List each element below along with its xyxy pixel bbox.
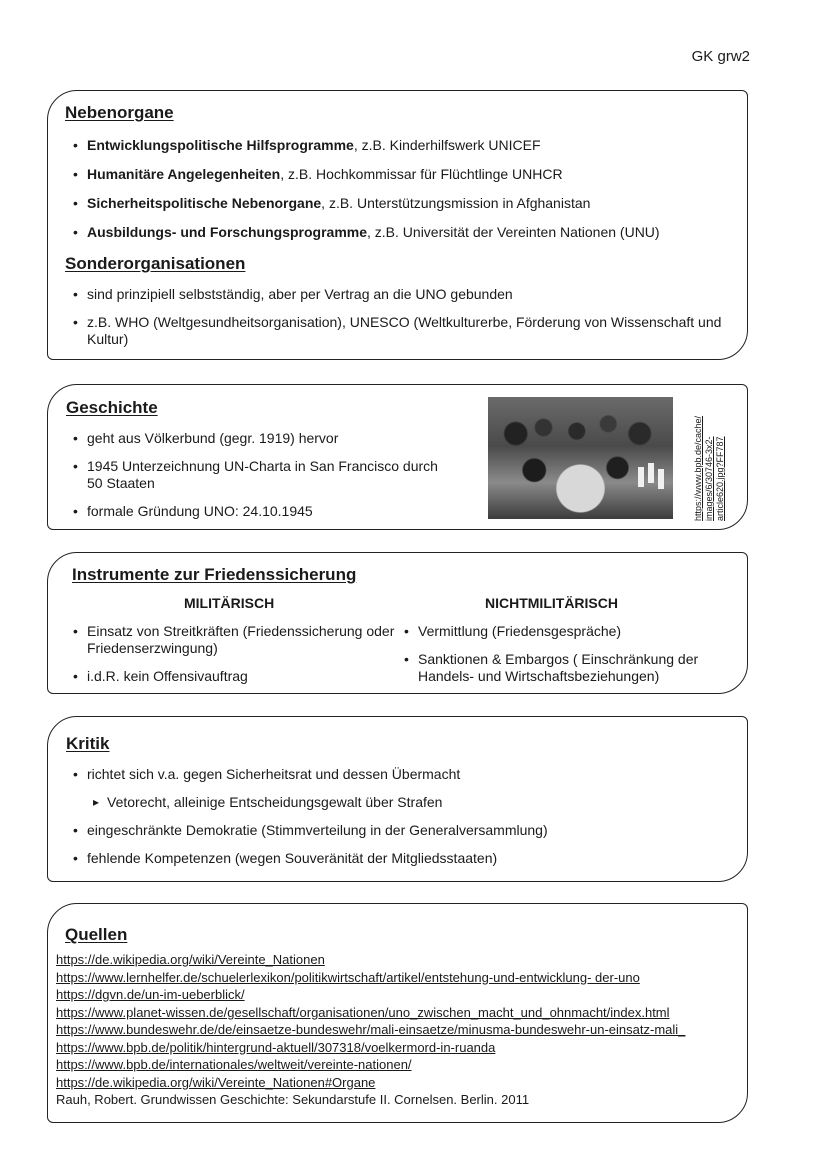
source-link[interactable]: https://dgvn.de/un-im-ueberblick/ xyxy=(56,987,245,1002)
nichtmilitaerisch-list xyxy=(402,623,742,696)
list-item: • z.B. WHO (Weltgesundheitsorganisation), UNESCO (Weltkulturerbe, Förderung von Wissenschaft und Kultur) xyxy=(71,314,731,348)
list-item: • formale Gründung UNO: 24.10.1945 xyxy=(71,503,451,520)
geschichte-heading: Geschichte xyxy=(66,398,158,417)
list-item: • Vermittlung (Friedensgespräche) xyxy=(402,623,742,640)
nebenorgane-box xyxy=(47,90,748,360)
sub-list-item: ▸ Vetorecht, alleinige Entscheidungsgewalt über Strafen xyxy=(71,794,731,811)
sonderorganisationen-list xyxy=(71,286,731,359)
list-item: • Einsatz von Streitkräften (Friedenssicherung oder Friedenserzwingung) xyxy=(71,623,401,657)
book-reference: Rauh, Robert. Grundwissen Geschichte: Sekundarstufe II. Cornelsen. Berlin. 2011 xyxy=(56,1092,530,1107)
un-charter-signing-photo xyxy=(488,397,673,519)
nichtmilitaerisch-header: NICHTMILITÄRISCH xyxy=(485,595,618,611)
photo-link-line: article620.jpg?FF787 xyxy=(715,436,725,521)
geschichte-list xyxy=(71,430,451,531)
sonderorganisationen-heading: Sonderorganisationen xyxy=(65,254,246,273)
source-link[interactable]: https://de.wikipedia.org/wiki/Vereinte_Nationen xyxy=(56,952,325,967)
nebenorgane-heading: Nebenorgane xyxy=(65,103,174,122)
list-item: • i.d.R. kein Offensivauftrag xyxy=(71,668,401,685)
militaerisch-header: MILITÄRISCH xyxy=(184,595,275,611)
item-bold: Sicherheitspolitische Nebenorgane xyxy=(87,195,322,211)
source-list xyxy=(56,951,746,1109)
list-item: • eingeschränkte Demokratie (Stimmverteilung in der Generalversammlung) xyxy=(71,822,731,839)
list-item: • geht aus Völkerbund (gegr. 1919) hervor xyxy=(71,430,451,447)
list-item xyxy=(71,137,731,154)
list-item xyxy=(71,166,731,183)
source-link[interactable]: https://www.lernhelfer.de/schuelerlexikon/politikwirtschaft/artikel/entstehung-und-entwicklung- der-uno xyxy=(56,969,640,985)
item-bold: Entwicklungspolitische Hilfsprogramme xyxy=(87,137,354,153)
item-bold: Humanitäre Angelegenheiten xyxy=(87,166,281,182)
list-item: • 1945 Unterzeichnung UN-Charta in San Francisco durch 50 Staaten xyxy=(71,458,451,492)
militaerisch-list xyxy=(71,623,401,696)
instrumente-heading: Instrumente zur Friedenssicherung xyxy=(72,565,357,584)
geschichte-box xyxy=(47,384,748,530)
photo-source-link[interactable] xyxy=(693,403,726,521)
kritik-box xyxy=(47,716,748,882)
item-text: , z.B. Unterstützungsmission in Afghanistan xyxy=(321,195,591,211)
list-item xyxy=(71,195,731,212)
item-bold: Ausbildungs- und Forschungsprogramme xyxy=(87,224,368,240)
quellen-box xyxy=(47,903,748,1123)
list-item: • richtet sich v.a. gegen Sicherheitsrat und dessen Übermacht xyxy=(71,766,731,783)
photo-link-line: images/6/30746-3x2- xyxy=(704,436,714,521)
kritik-list xyxy=(71,766,731,878)
list-item: • fehlende Kompetenzen (wegen Souveränität der Mitgliedsstaaten) xyxy=(71,850,731,867)
list-item xyxy=(71,224,731,241)
source-link[interactable]: https://de.wikipedia.org/wiki/Vereinte_Nationen#Organe xyxy=(56,1074,376,1090)
source-link[interactable]: https://www.bpb.de/politik/hintergrund-aktuell/307318/voelkermord-in-ruanda xyxy=(56,1039,496,1055)
kritik-heading: Kritik xyxy=(66,734,110,753)
page-code: GK grw2 xyxy=(691,48,750,65)
quellen-heading: Quellen xyxy=(65,925,128,944)
nebenorgane-list xyxy=(71,137,731,253)
source-link[interactable]: https://www.planet-wissen.de/gesellschaft/organisationen/uno_zwischen_macht_und_ohnmacht/index.html xyxy=(56,1004,670,1020)
item-text: , z.B. Universität der Vereinten Nationen (UNU) xyxy=(367,224,660,240)
item-text: , z.B. Kinderhilfswerk UNICEF xyxy=(353,137,541,153)
source-link[interactable]: https://www.bundeswehr.de/de/einsaetze-bundeswehr/mali-einsaetze/minusma-bundeswehr-un-einsatz-mali_ xyxy=(56,1022,686,1037)
list-item: • sind prinzipiell selbstständig, aber per Vertrag an die UNO gebunden xyxy=(71,286,731,303)
list-item: • Sanktionen & Embargos ( Einschränkung der Handels- und Wirtschaftsbeziehungen) xyxy=(402,651,742,685)
source-link[interactable]: https://www.bpb.de/internationales/weltweit/vereinte-nationen/ xyxy=(56,1057,412,1072)
photo-link-line: https://www.bpb.de/cache/ xyxy=(693,415,703,521)
item-text: , z.B. Hochkommissar für Flüchtlinge UNHCR xyxy=(280,166,563,182)
instrumente-box xyxy=(47,552,748,694)
